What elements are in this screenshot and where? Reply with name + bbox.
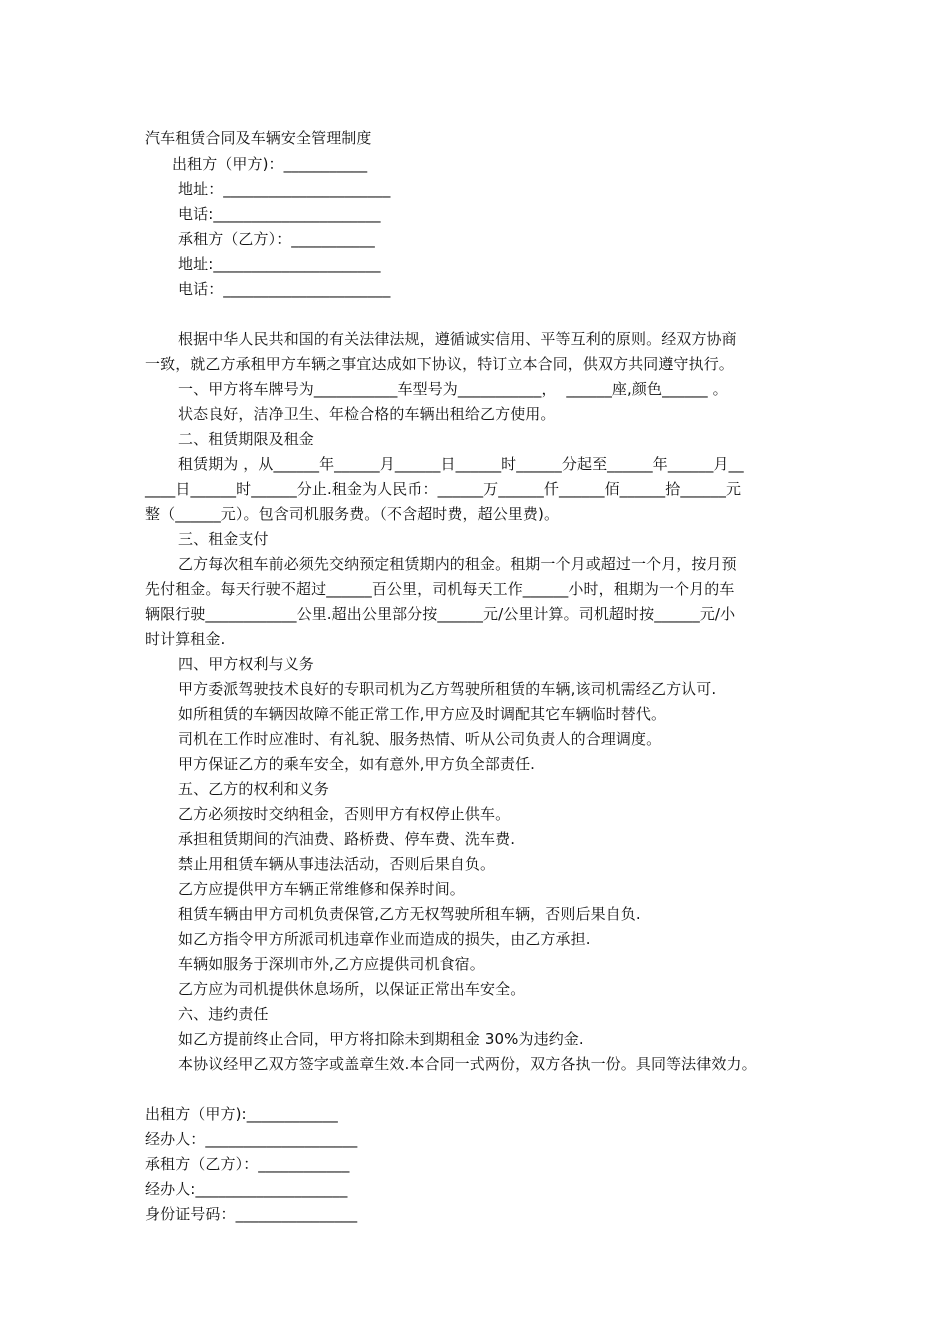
party-b-address-line: 地址:______________________ xyxy=(178,255,381,273)
body-line: 一、甲方将车牌号为___________车型号为___________， ______座,颜色______ 。 xyxy=(178,380,728,398)
party-b-name-line: 承租方（乙方）：___________ xyxy=(178,230,375,248)
document-title: 汽车租赁合同及车辆安全管理制度 xyxy=(145,129,372,147)
signature-agent-b-line: 经办人:____________________ xyxy=(145,1180,348,1198)
body-line: 如乙方提前终止合同，甲方将扣除未到期租金 30%为违约金. xyxy=(178,1030,584,1048)
party-a-name-line: 出租方（甲方)：___________ xyxy=(172,155,368,173)
body-line: 状态良好，洁净卫生、年检合格的车辆出租给乙方使用。 xyxy=(178,405,556,423)
section-heading: 六、违约责任 xyxy=(178,1005,269,1023)
body-line: 乙方必须按时交纳租金，否则甲方有权停止供车。 xyxy=(178,805,511,823)
body-line: 乙方每次租车前必须先交纳预定租赁期内的租金。租期一个月或超过一个月，按月预 xyxy=(178,555,737,573)
body-line: 司机在工作时应准时、有礼貌、服务热情、听从公司负责人的合理调度。 xyxy=(178,730,662,748)
body-line: 甲方保证乙方的乘车安全，如有意外,甲方负全部责任. xyxy=(178,755,536,773)
body-line: 车辆如服务于深圳市外,乙方应提供司机食宿。 xyxy=(178,955,485,973)
body-line: 如所租赁的车辆因故障不能正常工作,甲方应及时调配其它车辆临时替代。 xyxy=(178,705,667,723)
section-heading: 二、租赁期限及租金 xyxy=(178,430,314,448)
body-line: 辆限行驶____________公里.超出公里部分按______元/公里计算。司机超时按______元/小 xyxy=(145,605,736,623)
body-line: 时计算租金. xyxy=(145,630,226,648)
body-line: 根据中华人民共和国的有关法律法规，遵循诚实信用、平等互利的原则。经双方协商 xyxy=(178,330,737,348)
signature-id-number-line: 身份证号码：________________ xyxy=(145,1205,358,1223)
body-line: 租赁车辆由甲方司机负责保管,乙方无权驾驶所租车辆，否则后果自负. xyxy=(178,905,641,923)
body-line: ____日______时______分止.租金为人民币：______万______仟______佰______拾______元 xyxy=(145,480,742,498)
party-a-address-line: 地址：______________________ xyxy=(178,180,391,198)
body-line: 一致，就乙方承租甲方车辆之事宜达成如下协议，特订立本合同，供双方共同遵守执行。 xyxy=(145,355,734,373)
body-line: 乙方应提供甲方车辆正常维修和保养时间。 xyxy=(178,880,465,898)
body-line: 承担租赁期间的汽油费、路桥费、停车费、洗车费. xyxy=(178,830,516,848)
body-line: 如乙方指令甲方所派司机违章作业而造成的损失，由乙方承担. xyxy=(178,930,591,948)
section-heading: 三、租金支付 xyxy=(178,530,269,548)
signature-party-b-line: 承租方（乙方）：____________ xyxy=(145,1155,350,1173)
party-a-phone-line: 电话:______________________ xyxy=(178,205,381,223)
party-b-phone-line: 电话：______________________ xyxy=(178,280,391,298)
section-heading: 五、乙方的权利和义务 xyxy=(178,780,330,798)
body-line: 乙方应为司机提供休息场所，以保证正常出车安全。 xyxy=(178,980,526,998)
body-line: 甲方委派驾驶技术良好的专职司机为乙方驾驶所租赁的车辆,该司机需经乙方认可. xyxy=(178,680,717,698)
body-line: 本协议经甲乙双方签字或盖章生效.本合同一式两份，双方各执一份。具同等法律效力。 xyxy=(178,1055,757,1073)
body-line: 先付租金。每天行驶不超过______百公里，司机每天工作______小时，租期为一个月的车 xyxy=(145,580,735,598)
signature-party-a-line: 出租方（甲方):____________ xyxy=(145,1105,338,1123)
section-heading: 四、甲方权利与义务 xyxy=(178,655,314,673)
body-line: 租赁期为 ，从______年______月______日______时______分起至______年______月__ xyxy=(178,455,744,473)
signature-agent-a-line: 经办人：____________________ xyxy=(145,1130,358,1148)
body-line: 禁止用租赁车辆从事违法活动，否则后果自负。 xyxy=(178,855,496,873)
body-line: 整（______元）。包含司机服务费。（不含超时费，超公里费)。 xyxy=(145,505,560,523)
